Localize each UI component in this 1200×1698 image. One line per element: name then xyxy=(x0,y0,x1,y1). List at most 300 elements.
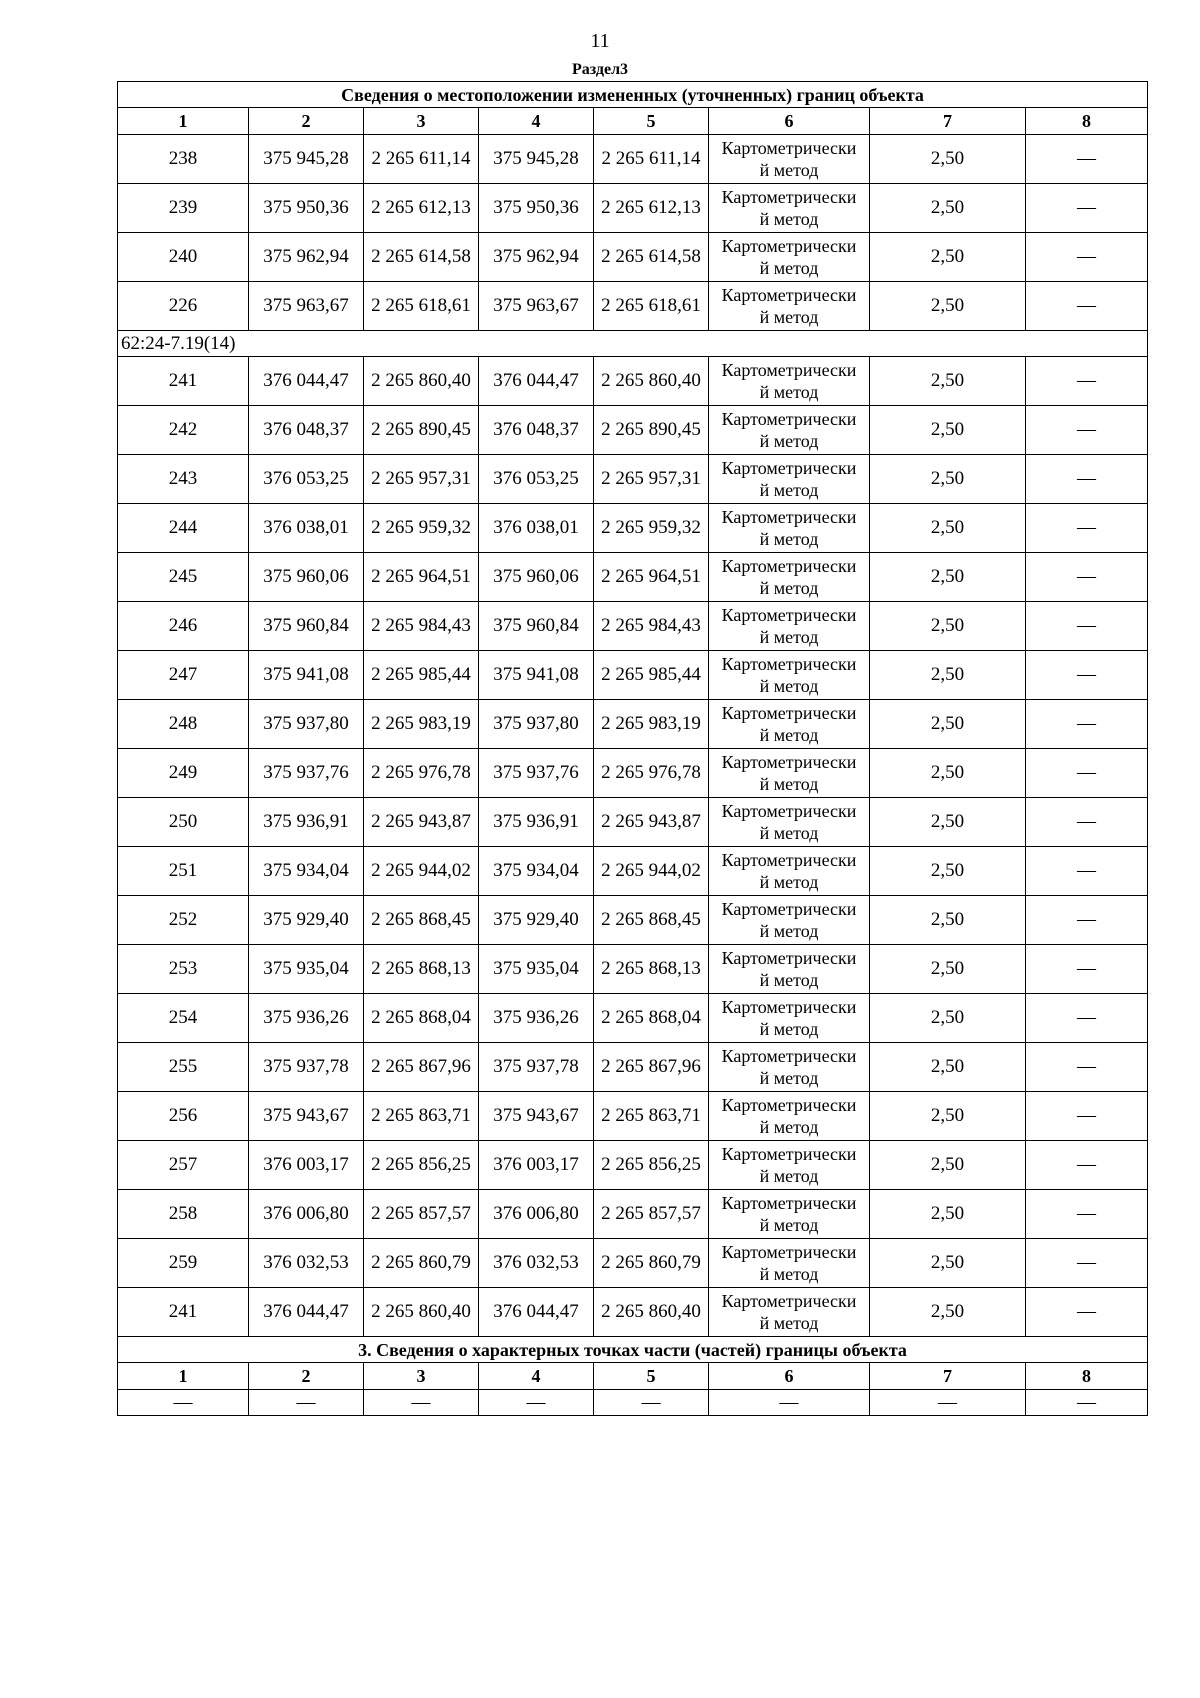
accuracy-cell: 2,50 xyxy=(870,798,1026,847)
method-cell xyxy=(709,1190,870,1239)
y-coordinate-new-cell: 2 265 860,79 xyxy=(594,1239,709,1288)
x-coordinate-new-cell: 375 934,04 xyxy=(479,847,594,896)
x-coordinate-new-cell: 375 950,36 xyxy=(479,184,594,233)
description-cell: — xyxy=(1026,602,1148,651)
y-coordinate-cell: 2 265 964,51 xyxy=(364,553,479,602)
method-line-2: й метод xyxy=(759,774,819,794)
column-header: 4 xyxy=(479,108,594,135)
table-row xyxy=(118,1239,1148,1288)
x-coordinate-cell: 375 960,84 xyxy=(249,602,364,651)
x-coordinate-cell: 376 044,47 xyxy=(249,1288,364,1337)
x-coordinate-new-cell: 376 044,47 xyxy=(479,357,594,406)
accuracy-cell: 2,50 xyxy=(870,135,1026,184)
y-coordinate-new-cell: 2 265 976,78 xyxy=(594,749,709,798)
method-line-2: й метод xyxy=(759,921,819,941)
method-line-2: й метод xyxy=(759,578,819,598)
y-coordinate-cell: 2 265 863,71 xyxy=(364,1092,479,1141)
x-coordinate-cell: 375 943,67 xyxy=(249,1092,364,1141)
method-line-1: Картометрически xyxy=(721,948,857,968)
column-header: 1 xyxy=(118,108,249,135)
y-coordinate-new-cell: 2 265 983,19 xyxy=(594,700,709,749)
method-line-1: Картометрически xyxy=(721,409,857,429)
accuracy-cell: 2,50 xyxy=(870,184,1026,233)
point-number-cell: 256 xyxy=(118,1092,249,1141)
description-cell: — xyxy=(1026,282,1148,331)
x-coordinate-cell: 375 963,67 xyxy=(249,282,364,331)
x-coordinate-cell: 376 048,37 xyxy=(249,406,364,455)
y-coordinate-cell: 2 265 976,78 xyxy=(364,749,479,798)
coordinates-table xyxy=(117,81,1148,1416)
x-coordinate-cell: 375 950,36 xyxy=(249,184,364,233)
accuracy-cell: 2,50 xyxy=(870,1239,1026,1288)
method-cell xyxy=(709,700,870,749)
x-coordinate-cell: 376 006,80 xyxy=(249,1190,364,1239)
description-cell: — xyxy=(1026,357,1148,406)
y-coordinate-new-cell: 2 265 860,40 xyxy=(594,1288,709,1337)
point-number-cell: 245 xyxy=(118,553,249,602)
method-line-2: й метод xyxy=(759,1117,819,1137)
accuracy-cell: 2,50 xyxy=(870,847,1026,896)
column-header: 4 xyxy=(479,1363,594,1390)
table-row xyxy=(118,651,1148,700)
y-coordinate-cell: 2 265 860,40 xyxy=(364,1288,479,1337)
table-row xyxy=(118,357,1148,406)
method-line-2: й метод xyxy=(759,1166,819,1186)
point-number-cell: 246 xyxy=(118,602,249,651)
accuracy-cell: 2,50 xyxy=(870,651,1026,700)
method-cell xyxy=(709,233,870,282)
x-coordinate-new-cell: 375 963,67 xyxy=(479,282,594,331)
accuracy-cell: 2,50 xyxy=(870,896,1026,945)
method-cell xyxy=(709,749,870,798)
x-coordinate-new-cell: 376 053,25 xyxy=(479,455,594,504)
point-number-cell: 226 xyxy=(118,282,249,331)
table-row xyxy=(118,847,1148,896)
method-cell xyxy=(709,184,870,233)
table-row xyxy=(118,406,1148,455)
x-coordinate-new-cell: 376 044,47 xyxy=(479,1288,594,1337)
description-cell: — xyxy=(1026,749,1148,798)
x-coordinate-new-cell: 375 960,06 xyxy=(479,553,594,602)
y-coordinate-cell: 2 265 860,79 xyxy=(364,1239,479,1288)
method-line-2: й метод xyxy=(759,725,819,745)
column-header: 7 xyxy=(870,1363,1026,1390)
table-row xyxy=(118,553,1148,602)
method-cell xyxy=(709,282,870,331)
x-coordinate-cell: 376 003,17 xyxy=(249,1141,364,1190)
accuracy-cell: 2,50 xyxy=(870,357,1026,406)
y-coordinate-cell: 2 265 860,40 xyxy=(364,357,479,406)
x-coordinate-cell: 375 937,80 xyxy=(249,700,364,749)
x-coordinate-new-cell: 375 943,67 xyxy=(479,1092,594,1141)
y-coordinate-cell: 2 265 957,31 xyxy=(364,455,479,504)
point-number-cell: 244 xyxy=(118,504,249,553)
y-coordinate-cell: 2 265 618,61 xyxy=(364,282,479,331)
description-cell: — xyxy=(1026,233,1148,282)
method-cell xyxy=(709,651,870,700)
table-row xyxy=(118,1190,1148,1239)
y-coordinate-cell: 2 265 868,04 xyxy=(364,994,479,1043)
method-line-1: Картометрически xyxy=(721,138,857,158)
y-coordinate-new-cell: 2 265 868,13 xyxy=(594,945,709,994)
method-cell xyxy=(709,553,870,602)
description-cell: — xyxy=(1026,945,1148,994)
description-cell: — xyxy=(1026,1043,1148,1092)
x-coordinate-new-cell: 376 048,37 xyxy=(479,406,594,455)
y-coordinate-new-cell: 2 265 612,13 xyxy=(594,184,709,233)
y-coordinate-cell: 2 265 867,96 xyxy=(364,1043,479,1092)
point-number-cell: 251 xyxy=(118,847,249,896)
empty-cell: — xyxy=(364,1390,479,1416)
y-coordinate-new-cell: 2 265 944,02 xyxy=(594,847,709,896)
method-cell xyxy=(709,504,870,553)
method-line-2: й метод xyxy=(759,627,819,647)
point-number-cell: 254 xyxy=(118,994,249,1043)
x-coordinate-cell: 375 937,78 xyxy=(249,1043,364,1092)
y-coordinate-new-cell: 2 265 611,14 xyxy=(594,135,709,184)
y-coordinate-new-cell: 2 265 868,04 xyxy=(594,994,709,1043)
group-row xyxy=(118,331,1148,357)
method-line-1: Картометрически xyxy=(721,997,857,1017)
y-coordinate-new-cell: 2 265 614,58 xyxy=(594,233,709,282)
x-coordinate-new-cell: 375 937,80 xyxy=(479,700,594,749)
point-number-cell: 255 xyxy=(118,1043,249,1092)
method-line-2: й метод xyxy=(759,480,819,500)
x-coordinate-cell: 376 038,01 xyxy=(249,504,364,553)
accuracy-cell: 2,50 xyxy=(870,700,1026,749)
method-cell xyxy=(709,1288,870,1337)
x-coordinate-cell: 376 053,25 xyxy=(249,455,364,504)
x-coordinate-new-cell: 375 937,78 xyxy=(479,1043,594,1092)
method-cell xyxy=(709,847,870,896)
point-number-cell: 241 xyxy=(118,1288,249,1337)
x-coordinate-cell: 375 934,04 xyxy=(249,847,364,896)
y-coordinate-cell: 2 265 614,58 xyxy=(364,233,479,282)
method-line-1: Картометрически xyxy=(721,1193,857,1213)
method-line-2: й метод xyxy=(759,1313,819,1333)
group-label: 62:24-7.19(14) xyxy=(118,331,1148,357)
description-cell: — xyxy=(1026,135,1148,184)
method-line-2: й метод xyxy=(759,676,819,696)
accuracy-cell: 2,50 xyxy=(870,1288,1026,1337)
description-cell: — xyxy=(1026,184,1148,233)
table-title: Сведения о местоположении измененных (уточненных) границ объекта xyxy=(118,82,1148,108)
method-line-1: Картометрически xyxy=(721,899,857,919)
description-cell: — xyxy=(1026,994,1148,1043)
column-header: 3 xyxy=(364,1363,479,1390)
empty-cell: — xyxy=(594,1390,709,1416)
empty-cell: — xyxy=(709,1390,870,1416)
method-line-2: й метод xyxy=(759,872,819,892)
y-coordinate-cell: 2 265 983,19 xyxy=(364,700,479,749)
method-line-2: й метод xyxy=(759,160,819,180)
method-line-1: Картометрически xyxy=(721,360,857,380)
accuracy-cell: 2,50 xyxy=(870,233,1026,282)
y-coordinate-cell: 2 265 856,25 xyxy=(364,1141,479,1190)
y-coordinate-cell: 2 265 857,57 xyxy=(364,1190,479,1239)
accuracy-cell: 2,50 xyxy=(870,1092,1026,1141)
table-row xyxy=(118,282,1148,331)
method-line-1: Картометрически xyxy=(721,507,857,527)
empty-cell: — xyxy=(118,1390,249,1416)
description-cell: — xyxy=(1026,406,1148,455)
table-row xyxy=(118,455,1148,504)
x-coordinate-cell: 375 945,28 xyxy=(249,135,364,184)
column-header-row xyxy=(118,108,1148,135)
x-coordinate-cell: 376 032,53 xyxy=(249,1239,364,1288)
empty-cell: — xyxy=(249,1390,364,1416)
y-coordinate-new-cell: 2 265 868,45 xyxy=(594,896,709,945)
description-cell: — xyxy=(1026,847,1148,896)
method-line-1: Картометрически xyxy=(721,556,857,576)
x-coordinate-new-cell: 375 936,26 xyxy=(479,994,594,1043)
method-cell xyxy=(709,896,870,945)
method-line-2: й метод xyxy=(759,970,819,990)
page-number: 11 xyxy=(590,30,610,52)
method-cell xyxy=(709,1141,870,1190)
table-row xyxy=(118,1043,1148,1092)
column-header: 1 xyxy=(118,1363,249,1390)
y-coordinate-new-cell: 2 265 857,57 xyxy=(594,1190,709,1239)
description-cell: — xyxy=(1026,553,1148,602)
y-coordinate-cell: 2 265 985,44 xyxy=(364,651,479,700)
y-coordinate-new-cell: 2 265 984,43 xyxy=(594,602,709,651)
y-coordinate-cell: 2 265 944,02 xyxy=(364,847,479,896)
x-coordinate-cell: 375 936,91 xyxy=(249,798,364,847)
y-coordinate-cell: 2 265 890,45 xyxy=(364,406,479,455)
column-header: 5 xyxy=(594,108,709,135)
method-line-1: Картометрически xyxy=(721,703,857,723)
method-line-1: Картометрически xyxy=(721,236,857,256)
point-number-cell: 239 xyxy=(118,184,249,233)
x-coordinate-new-cell: 375 929,40 xyxy=(479,896,594,945)
empty-cell: — xyxy=(1026,1390,1148,1416)
accuracy-cell: 2,50 xyxy=(870,282,1026,331)
x-coordinate-new-cell: 376 032,53 xyxy=(479,1239,594,1288)
table-title-row xyxy=(118,82,1148,108)
section3-header-row xyxy=(118,1363,1148,1390)
table-row xyxy=(118,602,1148,651)
method-line-1: Картометрически xyxy=(721,654,857,674)
y-coordinate-new-cell: 2 265 856,25 xyxy=(594,1141,709,1190)
method-line-1: Картометрически xyxy=(721,850,857,870)
method-line-2: й метод xyxy=(759,431,819,451)
x-coordinate-cell: 375 936,26 xyxy=(249,994,364,1043)
section-title: Раздел3 xyxy=(571,61,629,78)
method-line-2: й метод xyxy=(759,823,819,843)
accuracy-cell: 2,50 xyxy=(870,1141,1026,1190)
table-row xyxy=(118,1092,1148,1141)
x-coordinate-new-cell: 375 945,28 xyxy=(479,135,594,184)
table-row xyxy=(118,700,1148,749)
point-number-cell: 253 xyxy=(118,945,249,994)
x-coordinate-new-cell: 375 935,04 xyxy=(479,945,594,994)
method-cell xyxy=(709,1239,870,1288)
method-line-1: Картометрически xyxy=(721,1144,857,1164)
empty-cell: — xyxy=(479,1390,594,1416)
accuracy-cell: 2,50 xyxy=(870,455,1026,504)
column-header: 7 xyxy=(870,108,1026,135)
method-cell xyxy=(709,1043,870,1092)
description-cell: — xyxy=(1026,1141,1148,1190)
empty-cell: — xyxy=(870,1390,1026,1416)
method-cell xyxy=(709,1092,870,1141)
x-coordinate-cell: 375 962,94 xyxy=(249,233,364,282)
method-line-2: й метод xyxy=(759,382,819,402)
description-cell: — xyxy=(1026,1092,1148,1141)
description-cell: — xyxy=(1026,455,1148,504)
accuracy-cell: 2,50 xyxy=(870,1190,1026,1239)
method-line-1: Картометрически xyxy=(721,801,857,821)
method-line-1: Картометрически xyxy=(721,1242,857,1262)
method-cell xyxy=(709,135,870,184)
description-cell: — xyxy=(1026,700,1148,749)
table-body xyxy=(118,82,1148,1416)
point-number-cell: 242 xyxy=(118,406,249,455)
x-coordinate-new-cell: 376 038,01 xyxy=(479,504,594,553)
x-coordinate-cell: 375 929,40 xyxy=(249,896,364,945)
accuracy-cell: 2,50 xyxy=(870,504,1026,553)
y-coordinate-cell: 2 265 868,13 xyxy=(364,945,479,994)
y-coordinate-cell: 2 265 959,32 xyxy=(364,504,479,553)
column-header: 2 xyxy=(249,1363,364,1390)
table-row xyxy=(118,1288,1148,1337)
description-cell: — xyxy=(1026,1288,1148,1337)
y-coordinate-new-cell: 2 265 863,71 xyxy=(594,1092,709,1141)
point-number-cell: 247 xyxy=(118,651,249,700)
point-number-cell: 238 xyxy=(118,135,249,184)
table-row xyxy=(118,749,1148,798)
method-line-2: й метод xyxy=(759,529,819,549)
table-row xyxy=(118,896,1148,945)
column-header: 6 xyxy=(709,108,870,135)
column-header: 5 xyxy=(594,1363,709,1390)
point-number-cell: 243 xyxy=(118,455,249,504)
method-line-1: Картометрически xyxy=(721,752,857,772)
y-coordinate-new-cell: 2 265 618,61 xyxy=(594,282,709,331)
point-number-cell: 241 xyxy=(118,357,249,406)
method-line-2: й метод xyxy=(759,1264,819,1284)
description-cell: — xyxy=(1026,798,1148,847)
table-row xyxy=(118,994,1148,1043)
y-coordinate-cell: 2 265 943,87 xyxy=(364,798,479,847)
method-cell xyxy=(709,455,870,504)
method-cell xyxy=(709,945,870,994)
accuracy-cell: 2,50 xyxy=(870,1043,1026,1092)
method-line-1: Картометрически xyxy=(721,187,857,207)
x-coordinate-cell: 375 941,08 xyxy=(249,651,364,700)
column-header: 6 xyxy=(709,1363,870,1390)
x-coordinate-new-cell: 376 006,80 xyxy=(479,1190,594,1239)
y-coordinate-new-cell: 2 265 943,87 xyxy=(594,798,709,847)
x-coordinate-new-cell: 375 937,76 xyxy=(479,749,594,798)
description-cell: — xyxy=(1026,1190,1148,1239)
method-line-2: й метод xyxy=(759,1019,819,1039)
method-line-1: Картометрически xyxy=(721,1291,857,1311)
y-coordinate-new-cell: 2 265 957,31 xyxy=(594,455,709,504)
point-number-cell: 258 xyxy=(118,1190,249,1239)
table-row xyxy=(118,184,1148,233)
y-coordinate-new-cell: 2 265 867,96 xyxy=(594,1043,709,1092)
point-number-cell: 250 xyxy=(118,798,249,847)
y-coordinate-new-cell: 2 265 959,32 xyxy=(594,504,709,553)
x-coordinate-cell: 375 935,04 xyxy=(249,945,364,994)
accuracy-cell: 2,50 xyxy=(870,406,1026,455)
method-cell xyxy=(709,406,870,455)
y-coordinate-new-cell: 2 265 985,44 xyxy=(594,651,709,700)
method-cell xyxy=(709,994,870,1043)
method-cell xyxy=(709,602,870,651)
accuracy-cell: 2,50 xyxy=(870,553,1026,602)
method-line-1: Картометрически xyxy=(721,1046,857,1066)
y-coordinate-new-cell: 2 265 964,51 xyxy=(594,553,709,602)
x-coordinate-cell: 376 044,47 xyxy=(249,357,364,406)
method-line-2: й метод xyxy=(759,307,819,327)
table-row xyxy=(118,1141,1148,1190)
accuracy-cell: 2,50 xyxy=(870,602,1026,651)
description-cell: — xyxy=(1026,504,1148,553)
accuracy-cell: 2,50 xyxy=(870,945,1026,994)
table-row xyxy=(118,945,1148,994)
method-line-2: й метод xyxy=(759,1068,819,1088)
point-number-cell: 252 xyxy=(118,896,249,945)
method-line-1: Картометрически xyxy=(721,1095,857,1115)
table-row xyxy=(118,798,1148,847)
table-row xyxy=(118,135,1148,184)
y-coordinate-cell: 2 265 611,14 xyxy=(364,135,479,184)
method-cell xyxy=(709,798,870,847)
x-coordinate-cell: 375 960,06 xyxy=(249,553,364,602)
accuracy-cell: 2,50 xyxy=(870,749,1026,798)
section3-title: 3. Сведения о характерных точках части (частей) границы объекта xyxy=(118,1337,1148,1363)
section3-title-row xyxy=(118,1337,1148,1363)
method-line-1: Картометрически xyxy=(721,605,857,625)
method-line-2: й метод xyxy=(759,258,819,278)
description-cell: — xyxy=(1026,1239,1148,1288)
table-row xyxy=(118,504,1148,553)
y-coordinate-cell: 2 265 984,43 xyxy=(364,602,479,651)
method-line-2: й метод xyxy=(759,209,819,229)
x-coordinate-new-cell: 375 941,08 xyxy=(479,651,594,700)
column-header: 3 xyxy=(364,108,479,135)
y-coordinate-new-cell: 2 265 860,40 xyxy=(594,357,709,406)
method-line-1: Картометрически xyxy=(721,285,857,305)
point-number-cell: 240 xyxy=(118,233,249,282)
x-coordinate-cell: 375 937,76 xyxy=(249,749,364,798)
y-coordinate-new-cell: 2 265 890,45 xyxy=(594,406,709,455)
point-number-cell: 257 xyxy=(118,1141,249,1190)
y-coordinate-cell: 2 265 868,45 xyxy=(364,896,479,945)
description-cell: — xyxy=(1026,651,1148,700)
method-line-1: Картометрически xyxy=(721,458,857,478)
x-coordinate-new-cell: 375 962,94 xyxy=(479,233,594,282)
column-header: 2 xyxy=(249,108,364,135)
point-number-cell: 249 xyxy=(118,749,249,798)
description-cell: — xyxy=(1026,896,1148,945)
method-cell xyxy=(709,357,870,406)
section3-empty-row xyxy=(118,1390,1148,1416)
table-row xyxy=(118,233,1148,282)
x-coordinate-new-cell: 376 003,17 xyxy=(479,1141,594,1190)
y-coordinate-cell: 2 265 612,13 xyxy=(364,184,479,233)
x-coordinate-new-cell: 375 960,84 xyxy=(479,602,594,651)
point-number-cell: 259 xyxy=(118,1239,249,1288)
point-number-cell: 248 xyxy=(118,700,249,749)
accuracy-cell: 2,50 xyxy=(870,994,1026,1043)
column-header: 8 xyxy=(1026,108,1148,135)
column-header: 8 xyxy=(1026,1363,1148,1390)
method-line-2: й метод xyxy=(759,1215,819,1235)
